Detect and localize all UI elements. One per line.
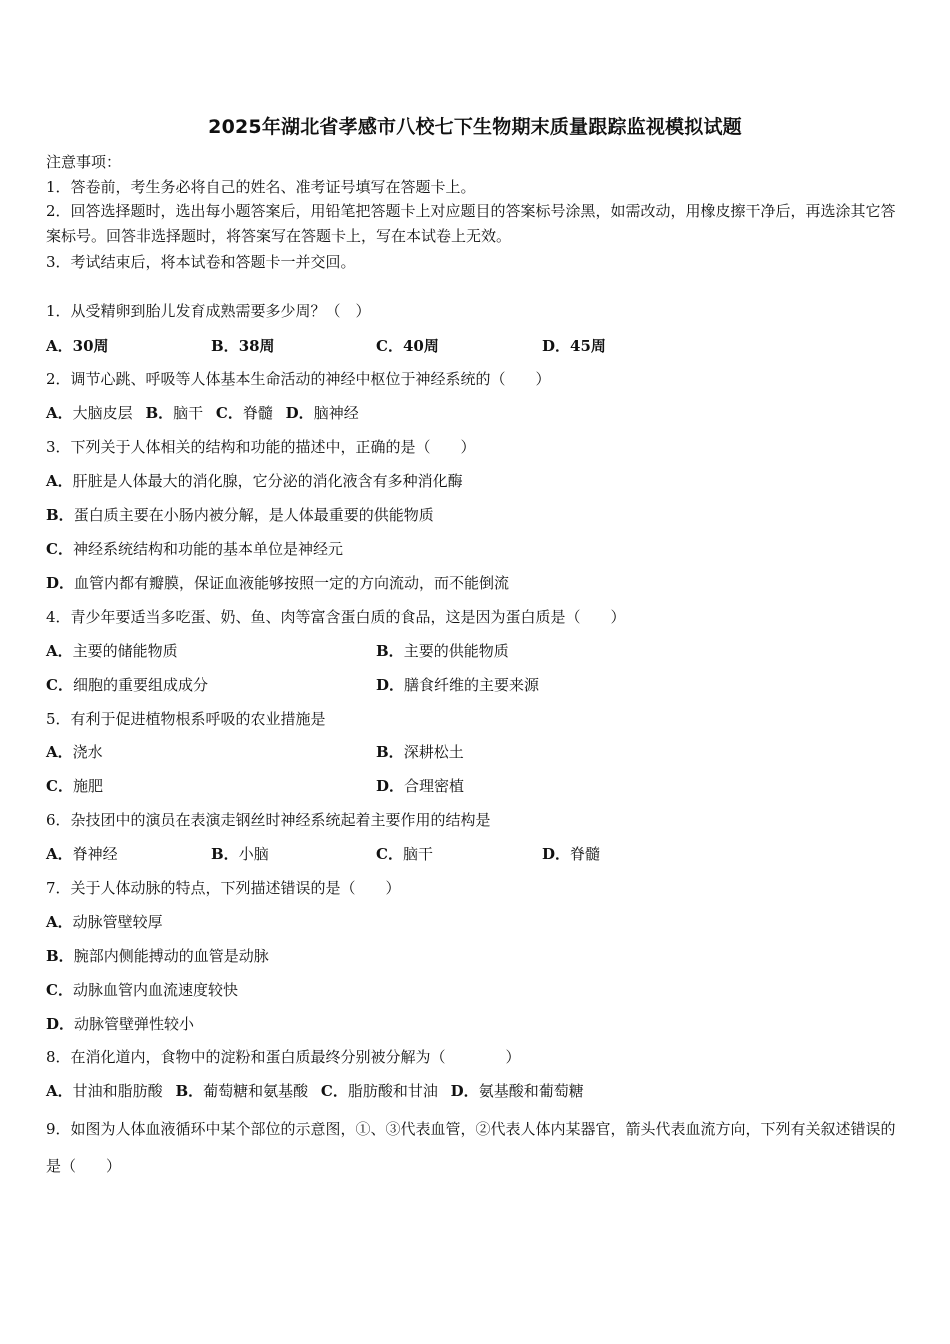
- question-7-stem: 7．关于人体动脉的特点，下列描述错误的是（ ）: [46, 879, 401, 897]
- question-8-option-b[interactable]: B．葡萄糖和氨基酸: [175, 1082, 309, 1100]
- question-1-option-c[interactable]: C．40周: [376, 337, 439, 355]
- question-8-option-a[interactable]: A．甘油和脂肪酸: [46, 1082, 163, 1100]
- question-8-option-d[interactable]: D．氨基酸和葡萄糖: [450, 1082, 584, 1100]
- question-1-stem: 1．从受精卵到胎儿发育成熟需要多少周？（ ）: [46, 302, 371, 320]
- notice-item-3: 3．考试结束后，将本试卷和答题卡一并交回。: [46, 253, 356, 271]
- question-4-option-c[interactable]: C．细胞的重要组成成分: [46, 676, 208, 694]
- question-2-option-c[interactable]: C．脊髓: [215, 404, 273, 422]
- notice-item-1: 1．答卷前，考生务必将自己的姓名、准考证号填写在答题卡上。: [46, 178, 476, 196]
- question-6-option-d[interactable]: D．脊髓: [542, 845, 601, 863]
- question-2-option-b[interactable]: B．脑干: [145, 404, 204, 422]
- question-4-stem: 4．青少年要适当多吃蛋、奶、鱼、肉等富含蛋白质的食品，这是因为蛋白质是（ ）: [46, 608, 626, 626]
- question-4-option-d[interactable]: D．膳食纤维的主要来源: [376, 676, 540, 694]
- question-4-option-b[interactable]: B．主要的供能物质: [376, 642, 509, 660]
- question-2-option-d[interactable]: D．脑神经: [285, 404, 359, 422]
- question-3-option-b[interactable]: B．蛋白质主要在小肠内被分解，是人体最重要的供能物质: [46, 506, 434, 524]
- question-2-option-a[interactable]: A．大脑皮层: [46, 404, 133, 422]
- question-5-option-c[interactable]: C．施肥: [46, 777, 103, 795]
- question-7-option-d[interactable]: D．动脉管壁弹性较小: [46, 1015, 195, 1033]
- question-5-stem: 5．有利于促进植物根系呼吸的农业措施是: [46, 710, 326, 728]
- question-1-option-d[interactable]: D．45周: [542, 337, 606, 355]
- question-3-option-c[interactable]: C．神经系统结构和功能的基本单位是神经元: [46, 540, 343, 558]
- notice-heading: 注意事项：: [46, 153, 122, 171]
- question-2-stem: 2．调节心跳、呼吸等人体基本生命活动的神经中枢位于神经系统的（ ）: [46, 370, 551, 388]
- question-8-options: [46, 1081, 584, 1101]
- question-9-stem: 9．如图为人体血液循环中某个部位的示意图，①、③代表血管，②代表人体内某器官，箭头代表血流方向，下列有关叙述错误的是（ ）: [46, 1120, 896, 1175]
- question-2-options: [46, 403, 359, 423]
- question-5-option-a[interactable]: A．浇水: [46, 743, 103, 761]
- question-1-option-a[interactable]: A．30周: [46, 337, 109, 355]
- question-7-option-b[interactable]: B．腕部内侧能搏动的血管是动脉: [46, 947, 269, 965]
- page-title: 2025年湖北省孝感市八校七下生物期末质量跟踪监视模拟试题: [208, 116, 742, 138]
- question-8-option-c[interactable]: C．脂肪酸和甘油: [320, 1082, 438, 1100]
- question-5-option-b[interactable]: B．深耕松土: [376, 743, 464, 761]
- question-5-option-d[interactable]: D．合理密植: [376, 777, 465, 795]
- question-3-option-a[interactable]: A．肝脏是人体最大的消化腺，它分泌的消化液含有多种消化酶: [46, 472, 463, 490]
- question-6-stem: 6．杂技团中的演员在表演走钢丝时神经系统起着主要作用的结构是: [46, 811, 491, 829]
- question-8-stem: 8．在消化道内，食物中的淀粉和蛋白质最终分别被分解为（ ）: [46, 1048, 521, 1066]
- question-6-option-c[interactable]: C．脑干: [376, 845, 433, 863]
- notice-item-2: 2．回答选择题时，选出每小题答案后，用铅笔把答题卡上对应题目的答案标号涂黑，如需改动，用橡皮擦干净后，再选涂其它答案标号。回答非选择题时，将答案写在答题卡上，写在本试卷上无效。: [46, 202, 896, 245]
- question-1-option-b[interactable]: B．38周: [211, 337, 275, 355]
- question-3-stem: 3．下列关于人体相关的结构和功能的描述中，正确的是（ ）: [46, 438, 476, 456]
- question-3-option-d[interactable]: D．血管内都有瓣膜，保证血液能够按照一定的方向流动，而不能倒流: [46, 574, 510, 592]
- question-6-option-a[interactable]: A．脊神经: [46, 845, 118, 863]
- question-6-option-b[interactable]: B．小脑: [211, 845, 269, 863]
- question-4-option-a[interactable]: A．主要的储能物质: [46, 642, 178, 660]
- question-7-option-c[interactable]: C．动脉血管内血流速度较快: [46, 981, 238, 999]
- question-7-option-a[interactable]: A．动脉管壁较厚: [46, 913, 163, 931]
